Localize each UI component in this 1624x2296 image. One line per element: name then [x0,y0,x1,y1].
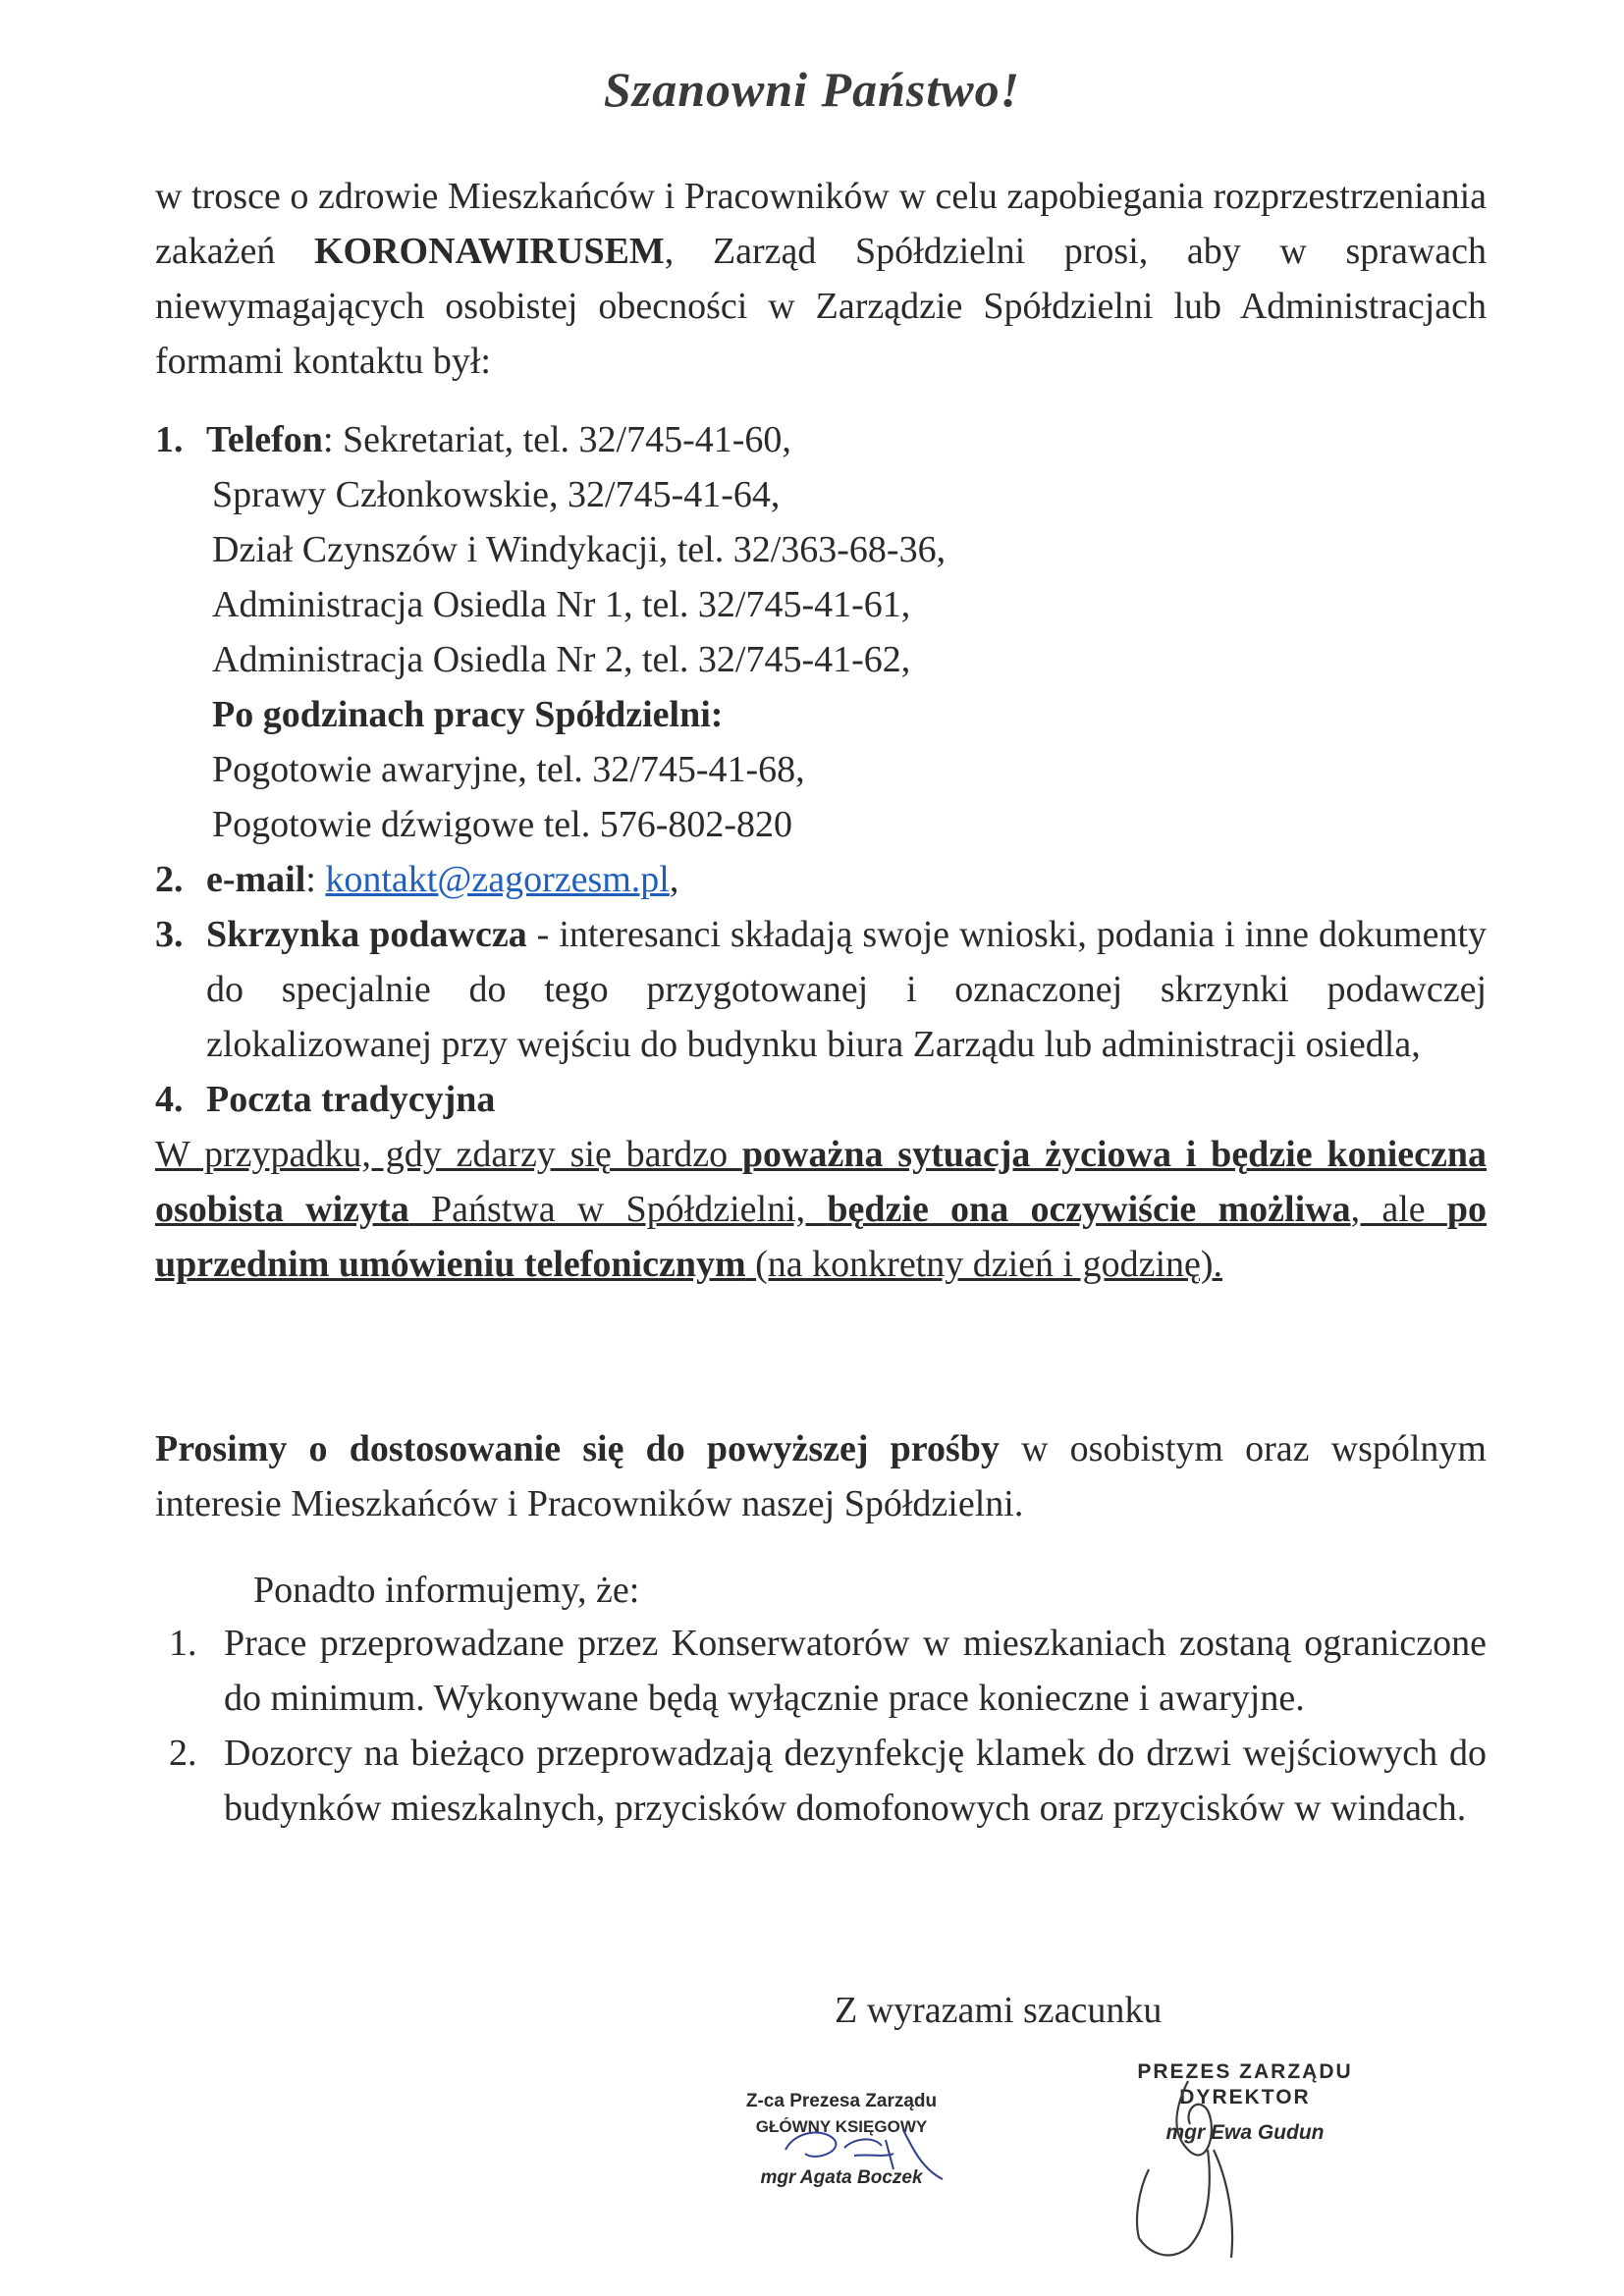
intro-text-2: , Zarząd Spółdzielni prosi, aby w sprawach niewymagających osobistej obecności w Zarządzie Spółdzielni lub Administracjach formami kontaktu był: [155,231,1487,382]
stamp-name: mgr Agata Boczek [760,2167,923,2188]
contact-item-phone [155,412,1487,852]
after-hours-line: Pogotowie awaryjne, tel. 32/745-41-68, [212,749,805,790]
phone-line: Administracja Osiedla Nr 2, tel. 32/745-41-62, [212,639,911,680]
list-number: 4. [155,1079,184,1120]
stamp-line: PREZES ZARZĄDU [1137,2060,1353,2083]
email-label: e-mail [206,859,306,900]
list-number: 1. [169,1623,197,1664]
list-item [169,1616,1487,1726]
phone-line: Administracja Osiedla Nr 1, tel. 32/745-41-61, [212,584,911,625]
page-title: Szanowni Państwo! [603,62,1021,117]
notice-paragraph [155,1127,1487,1292]
president-signature [1129,2042,1267,2277]
notice-part: (na konkretny dzień i godzinę). [745,1244,1223,1285]
list-number: 2. [169,1733,197,1774]
notice-part: , ale [1350,1189,1447,1230]
stamp-line: Z-ca Prezesa Zarządu [745,2091,938,2111]
stamp-line: GŁÓWNY KSIĘGOWY [755,2117,928,2136]
list-number: 1. [155,419,184,460]
contact-item-email [155,852,1487,907]
intro-bold-keyword: KORONAWIRUSEM [313,231,665,272]
request-paragraph [155,1421,1487,1531]
email-separator: : [305,859,326,900]
phone-line: Sprawy Członkowskie, 32/745-41-64, [212,474,781,515]
request-bold: Prosimy o dostosowanie się do powyższej prośby [155,1428,1000,1469]
mailbox-label: Skrzynka podawcza [206,914,527,955]
notice-text [155,1134,1487,1285]
contact-list [155,412,1487,1292]
email-link[interactable]: kontakt@zagorzesm.pl [325,859,670,900]
intro-text-1: w trosce o zdrowie Mieszkańców i Pracowników w celu zapobiegania rozprzestrzeniania zakażeń [155,176,1487,272]
phone-line: Dział Czynszów i Windykacji, tel. 32/363-68-36, [212,529,947,570]
contact-item-mailbox [155,907,1487,1072]
request-text: w osobistym oraz wspólnym interesie Mieszkańców i Pracowników naszej Spółdzielni. [155,1428,1487,1524]
mailbox-text: - interesanci składają swoje wnioski, podania i inne dokumenty do specjalnie do tego przygotowanej i oznaczonej skrzynki podawczej zlokalizowanej przy wejściu do budynku biura Zarządu lub administracji osiedla, [206,914,1487,1065]
contact-item-post [155,1072,1487,1127]
after-hours-line: Pogotowie dźwigowe tel. 576-802-820 [212,804,793,845]
list-number: 2. [155,859,184,900]
list-item [169,1726,1487,1836]
vice-president-signature [756,2110,972,2189]
email-trail: , [669,859,679,900]
list-item-text: Prace przeprowadzane przez Konserwatorów w mieszkaniach zostaną ograniczone do minimum. Wykonywane będą wyłącznie prace konieczne i awaryjne. [224,1623,1487,1719]
post-label: Poczta tradycyjna [206,1079,496,1120]
notice-bold: po uprzednim umówieniu telefonicznym [155,1189,1487,1285]
intro-paragraph [155,169,1487,389]
closing-regards: Z wyrazami szacunku [835,1990,1163,2031]
after-hours-heading: Po godzinach pracy Spółdzielni: [212,694,724,735]
phone-label: Telefon [206,419,323,460]
list-number: 3. [155,914,184,955]
phone-first-line [206,412,1487,467]
notice-bold: poważna sytuacja życiowa i będzie konieczna osobista wizyta [155,1134,1487,1230]
stamp-line: DYREKTOR [1179,2086,1311,2109]
notice-part: W przypadku, gdy zdarzy się bardzo [155,1134,742,1175]
stamp-name: mgr Ewa Gudun [1165,2121,1325,2144]
phone-secretariat: : Sekretariat, tel. 32/745-41-60, [322,419,791,460]
notice-bold: będzie ona oczywiście możliwa [827,1189,1351,1230]
notice-part: Państwa w Spółdzielni, [408,1189,828,1230]
further-info-intro: Ponadto informujemy, że: [253,1570,640,1611]
list-item-text: Dozorcy na bieżąco przeprowadzają dezynfekcję klamek do drzwi wejściowych do budynków mieszkalnych, przycisków domofonowych oraz przycisków w windach. [224,1733,1487,1829]
further-info-list [169,1616,1487,1836]
